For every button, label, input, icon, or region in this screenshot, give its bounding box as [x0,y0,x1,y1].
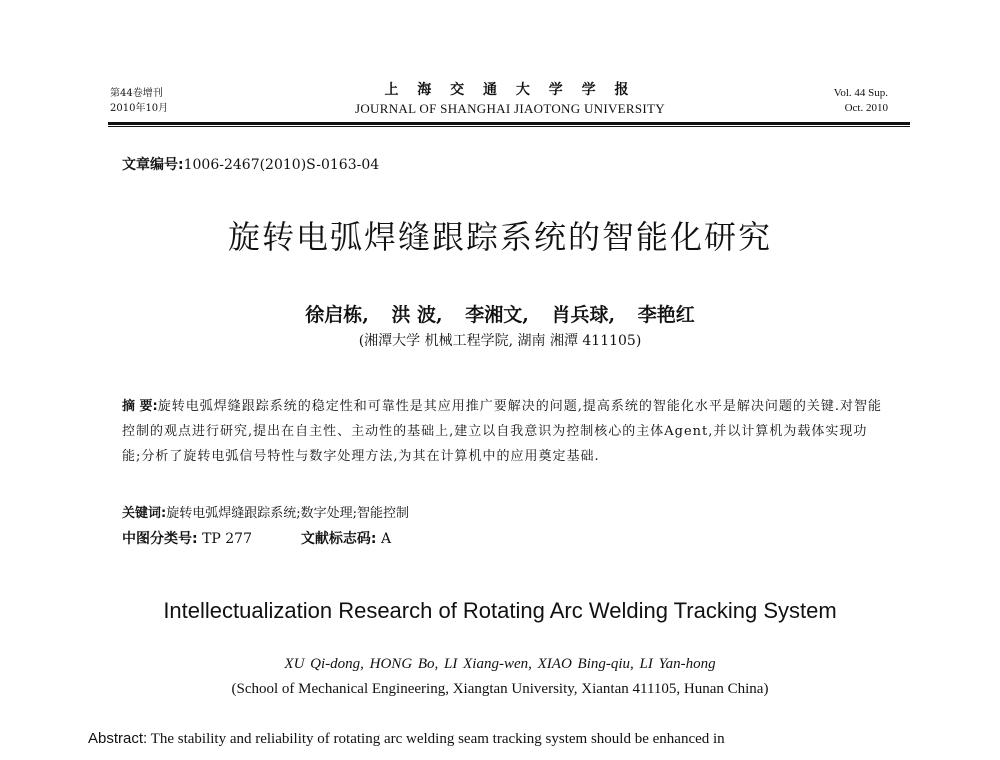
header-rule-thick [108,122,910,125]
volume-cn: 第44卷增刊 [110,88,163,99]
abstract-en-label: Abstract: [88,730,148,747]
clc-value: TP 277 [202,531,252,547]
volume-en: Vol. 44 Sup. [833,87,888,99]
affiliation-en: (School of Mechanical Engineering, Xiangtan University, Xiantan 411105, Hunan China) [231,681,769,697]
authors-cn [0,300,1000,327]
author-cn: 李湘文, [465,304,529,326]
author-cn: 徐启栋, [305,304,369,326]
authors-en: XU Qi-dong, HONG Bo, LI Xiang-wen, XIAO Bing-qiu, LI Yan-hong [284,656,716,672]
affiliation-cn: (湘潭大学 机械工程学院, 湖南 湘潭 411105) [358,333,642,349]
abstract-cn [122,394,882,469]
doc-code-label: 文献标志码: [300,531,377,547]
article-number-label: 文章编号: [122,157,184,173]
keywords-cn-text: 旋转电弧焊缝跟踪系统;数字处理;智能控制 [166,506,409,521]
journal-masthead [300,80,720,118]
running-header-left [110,86,168,116]
author-cn: 李艳红 [637,304,695,326]
abstract-en-text: The stability and reliability of rotating arc welding seam tracking system should be enhanced in [150,731,725,747]
paper-title-cn: 旋转电弧焊缝跟踪系统的智能化研究 [227,218,772,256]
header-rule-thin [108,126,910,127]
author-cn: 肖兵球, [551,304,616,326]
author-cn: 洪 波, [391,304,443,326]
article-number [122,154,379,174]
abstract-cn-text: 旋转电弧焊缝跟踪系统的稳定性和可靠性是其应用推广要解决的问题,提高系统的智能化水平是解决问题的关键.对智能控制的观点进行研究,提出在自主性、主动性的基础上,建立以自我意识为控制核心的主体Agent,并以计算机为载体实现功能;分析了旋转电弧信号特性与数字处理方法,为其在计算机中的应用奠定基础. [122,399,882,464]
date-cn: 2010年10月 [110,103,169,114]
keywords-cn [122,502,409,521]
article-number-value: 1006-2467(2010)S-0163-04 [183,157,380,173]
clc-label: 中图分类号: [122,531,198,547]
journal-title-en: JOURNAL OF SHANGHAI JIAOTONG UNIVERSITY [355,101,665,116]
date-en: Oct. 2010 [844,102,888,114]
abstract-en [88,730,918,748]
paper-title-en: Intellectualization Research of Rotating Arc Welding Tracking System [163,598,837,623]
keywords-cn-label: 关键词: [122,506,167,521]
abstract-cn-label: 摘 要: [122,399,158,414]
classification-line [122,528,391,548]
running-header-right [834,86,888,116]
journal-title-cn: 上 海 交 通 大 学 学 报 [384,82,636,98]
doc-code-value: A [380,531,392,547]
